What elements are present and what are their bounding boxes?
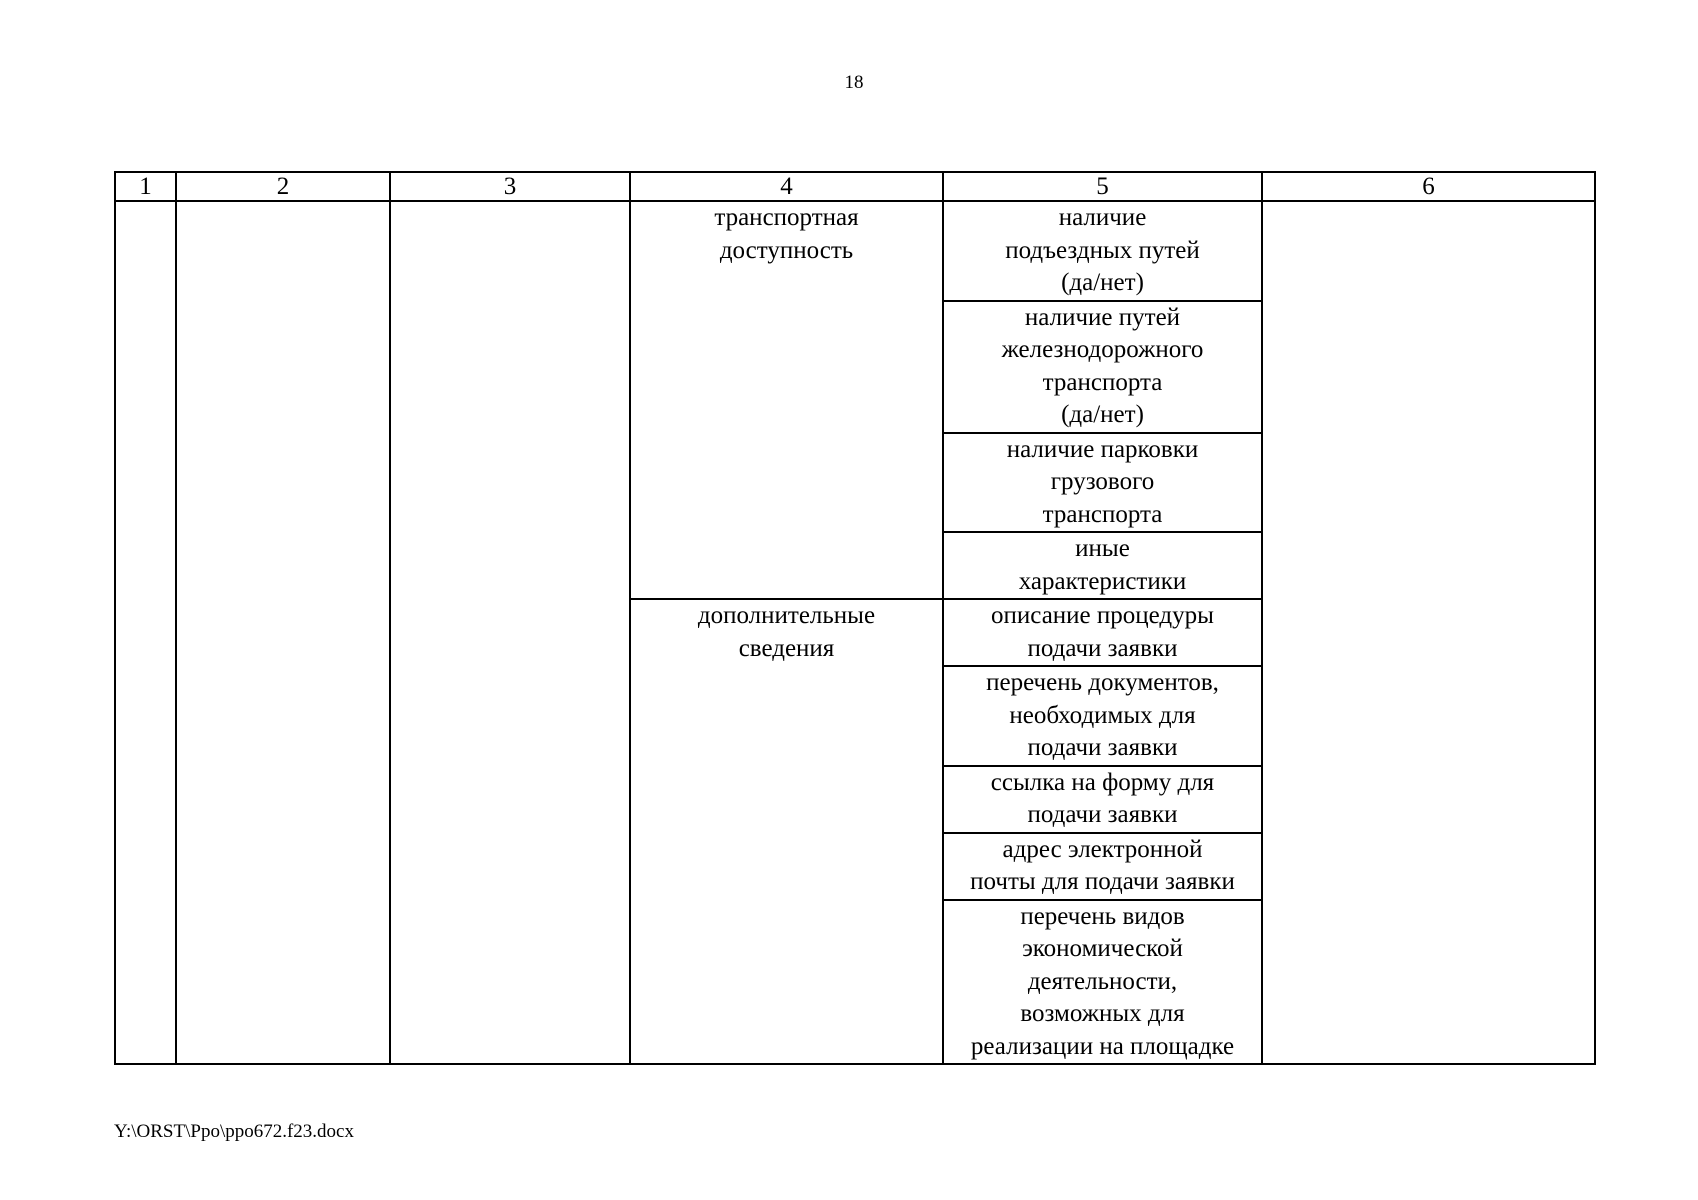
item-text: перечень документов, необходимых для подачи заявки: [986, 669, 1219, 761]
item-cell: [943, 900, 1262, 1065]
item-text: описание процедуры подачи заявки: [991, 602, 1214, 662]
item-cell: [943, 532, 1262, 599]
item-cell: [943, 433, 1262, 533]
item-cell: [943, 301, 1262, 433]
item-text: ссылка на форму для подачи заявки: [990, 768, 1215, 828]
item-cell: [943, 201, 1262, 301]
column-header-5: 5: [943, 172, 1262, 201]
group-label-transport: [630, 201, 943, 599]
table-header-row: [115, 172, 1595, 201]
item-text: наличие путей железнодорожного транспорта (да/нет): [1001, 303, 1204, 428]
group-label-text: транспортная доступность: [714, 204, 859, 264]
footer-file-path: Y:\ORST\Ppo\ppo672.f23.docx: [114, 1121, 354, 1142]
item-text: перечень видов экономической деятельности, возможных для реализации на площадке: [970, 902, 1235, 1060]
item-text: наличие подъездных путей (да/нет): [1005, 204, 1200, 296]
document-table: [114, 171, 1596, 1065]
group-label-text: дополнительные сведения: [697, 602, 876, 662]
column-header-6: 6: [1262, 172, 1595, 201]
empty-cell-col-3: [390, 201, 630, 1064]
page-number: 18: [844, 72, 864, 93]
empty-cell-col-2: [176, 201, 390, 1064]
item-cell: [943, 766, 1262, 833]
column-header-1: 1: [115, 172, 176, 201]
column-header-3: 3: [390, 172, 630, 201]
column-header-2: 2: [176, 172, 390, 201]
column-header-4: 4: [630, 172, 943, 201]
item-text: адрес электронной почты для подачи заявки: [970, 835, 1235, 895]
empty-cell-col-6: [1262, 201, 1595, 1064]
table-row: [115, 201, 1595, 301]
item-text: наличие парковки грузового транспорта: [1006, 435, 1199, 528]
item-text: иные характеристики: [1018, 535, 1187, 595]
item-cell: [943, 599, 1262, 666]
empty-cell-col-1: [115, 201, 176, 1064]
item-cell: [943, 833, 1262, 900]
group-label-additional: [630, 599, 943, 1064]
item-cell: [943, 666, 1262, 766]
